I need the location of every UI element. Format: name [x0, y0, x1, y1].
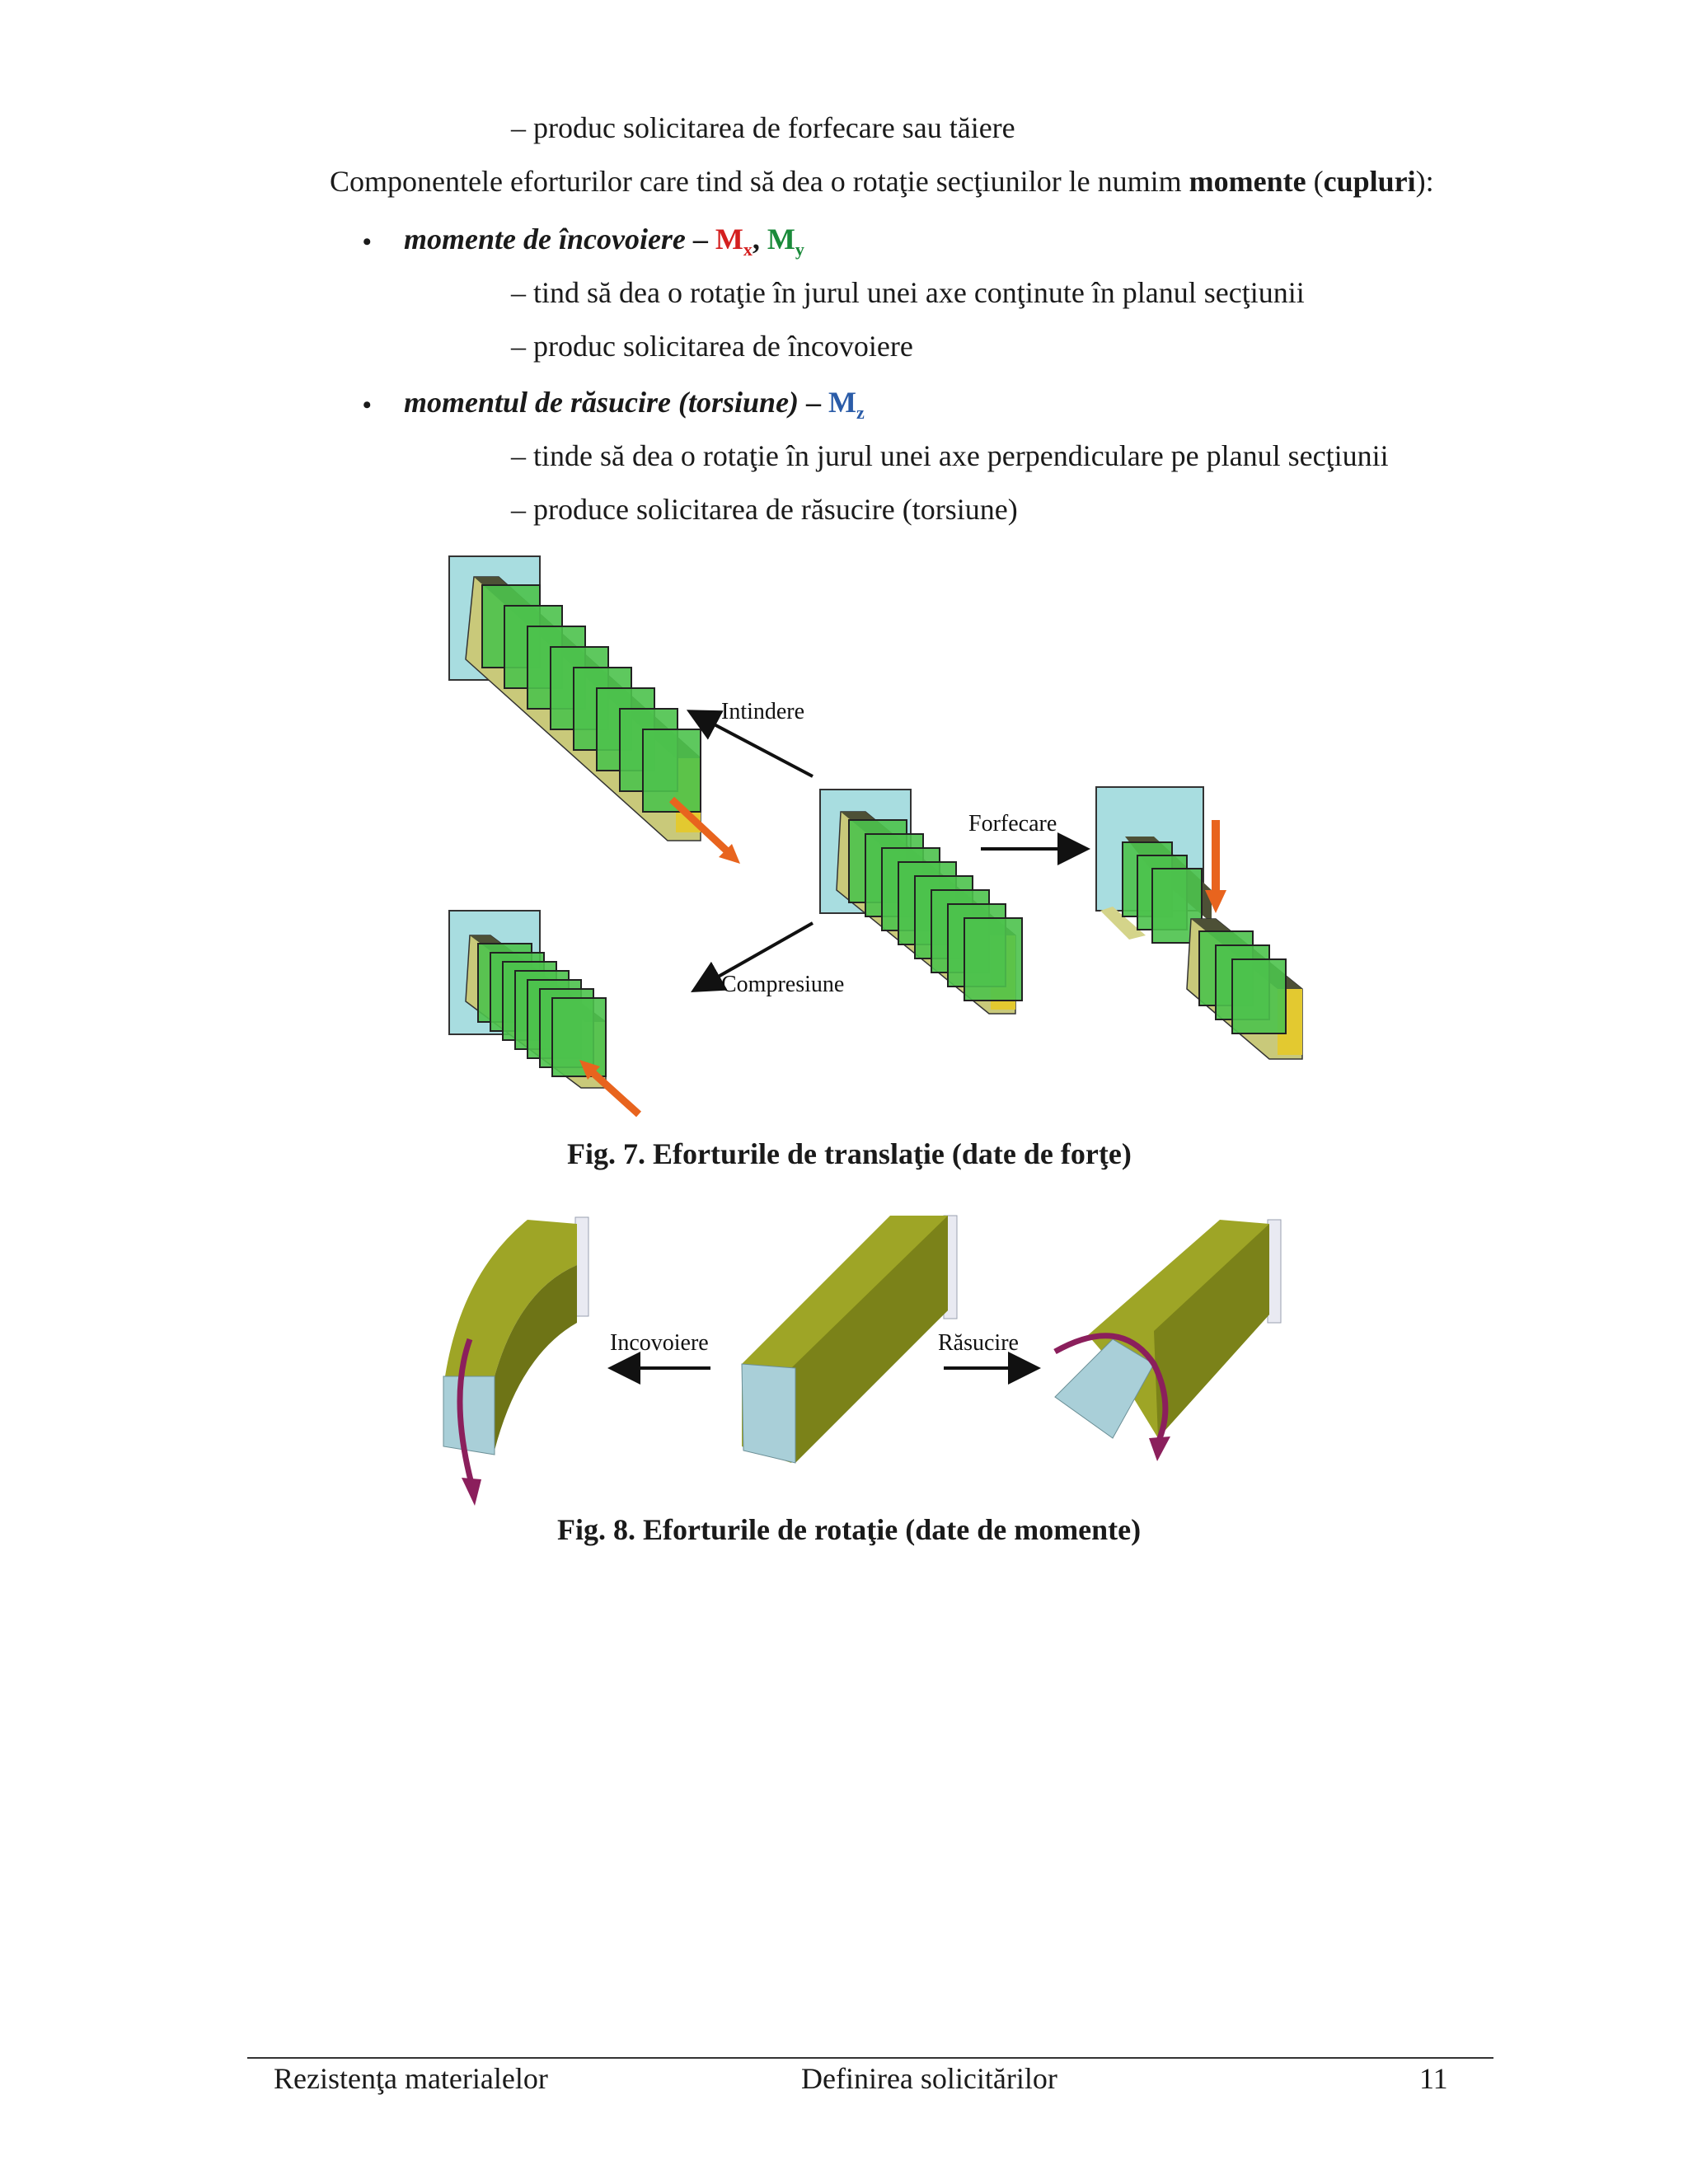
figure-8-rotation-efforts	[429, 1199, 1335, 1529]
torsion-item-axis: – tinde să dea o rotaţie în jurul unei axe perpendiculare pe planul secţiunii	[511, 439, 1389, 472]
term-momente: momente	[1189, 165, 1306, 198]
bending-item-axis: – tind să dea o rotaţie în jurul unei axe conţinute în planul secţiunii	[511, 276, 1305, 309]
bending-item-effect: – produc solicitarea de încovoiere	[511, 330, 913, 363]
bullet-dot: •	[363, 391, 372, 419]
label-forfecare: Forfecare	[968, 811, 1057, 837]
term-cupluri: cupluri	[1323, 165, 1416, 198]
bullet-bending-moments	[363, 221, 804, 260]
bullet-dot: •	[363, 227, 372, 255]
label-compresiune: Compresiune	[721, 972, 845, 997]
footer-page-number: 11	[1419, 2062, 1448, 2095]
moments-intro-paragraph	[330, 163, 1434, 199]
bullet-torsion-moment	[363, 384, 865, 424]
footer-chapter-title: Definirea solicitărilor	[801, 2062, 1057, 2095]
tension-beam	[449, 556, 701, 841]
compression-force-arrow	[587, 1067, 639, 1114]
figure-8-caption: Fig. 8. Eforturile de rotaţie (date de momente)	[557, 1513, 1142, 1546]
intro-paren: (	[1306, 165, 1324, 198]
intro-text: Componentele eforturilor care tind să dea o rotaţie secţiunilor le numim	[330, 165, 1189, 198]
footer-rule	[247, 2057, 1493, 2059]
bending-sep: –	[685, 223, 715, 255]
reference-beam-rotation	[742, 1216, 957, 1463]
torsion-label: momentul de răsucire (torsiune)	[404, 386, 799, 419]
symbol-mx: $M_x$	[715, 223, 753, 260]
symbol-my: $M_y$	[767, 223, 804, 260]
torsion-item-effect: – produce solicitarea de răsucire (torsiune)	[511, 493, 1018, 526]
footer-book-title: Rezistenţa materialelor	[274, 2062, 548, 2095]
figure-7-caption: Fig. 7. Eforturile de translaţie (date de forţe)	[567, 1137, 1132, 1170]
bending-beam	[443, 1217, 588, 1455]
intro-close: ):	[1415, 165, 1434, 198]
label-intindere: Intindere	[721, 699, 805, 724]
torsion-sep: –	[799, 386, 829, 419]
bending-label: momente de încovoiere	[404, 223, 686, 255]
shear-effect-line: – produc solicitarea de forfecare sau tăiere	[511, 111, 1015, 144]
label-incovoiere: Incovoiere	[610, 1330, 709, 1356]
figure-7-translation-efforts	[429, 544, 1335, 1121]
symbol-mz: $M_z$	[828, 386, 865, 424]
label-rasucire: Răsucire	[938, 1330, 1019, 1356]
symbol-comma: ,	[752, 223, 767, 255]
shear-beam	[1096, 787, 1302, 1059]
